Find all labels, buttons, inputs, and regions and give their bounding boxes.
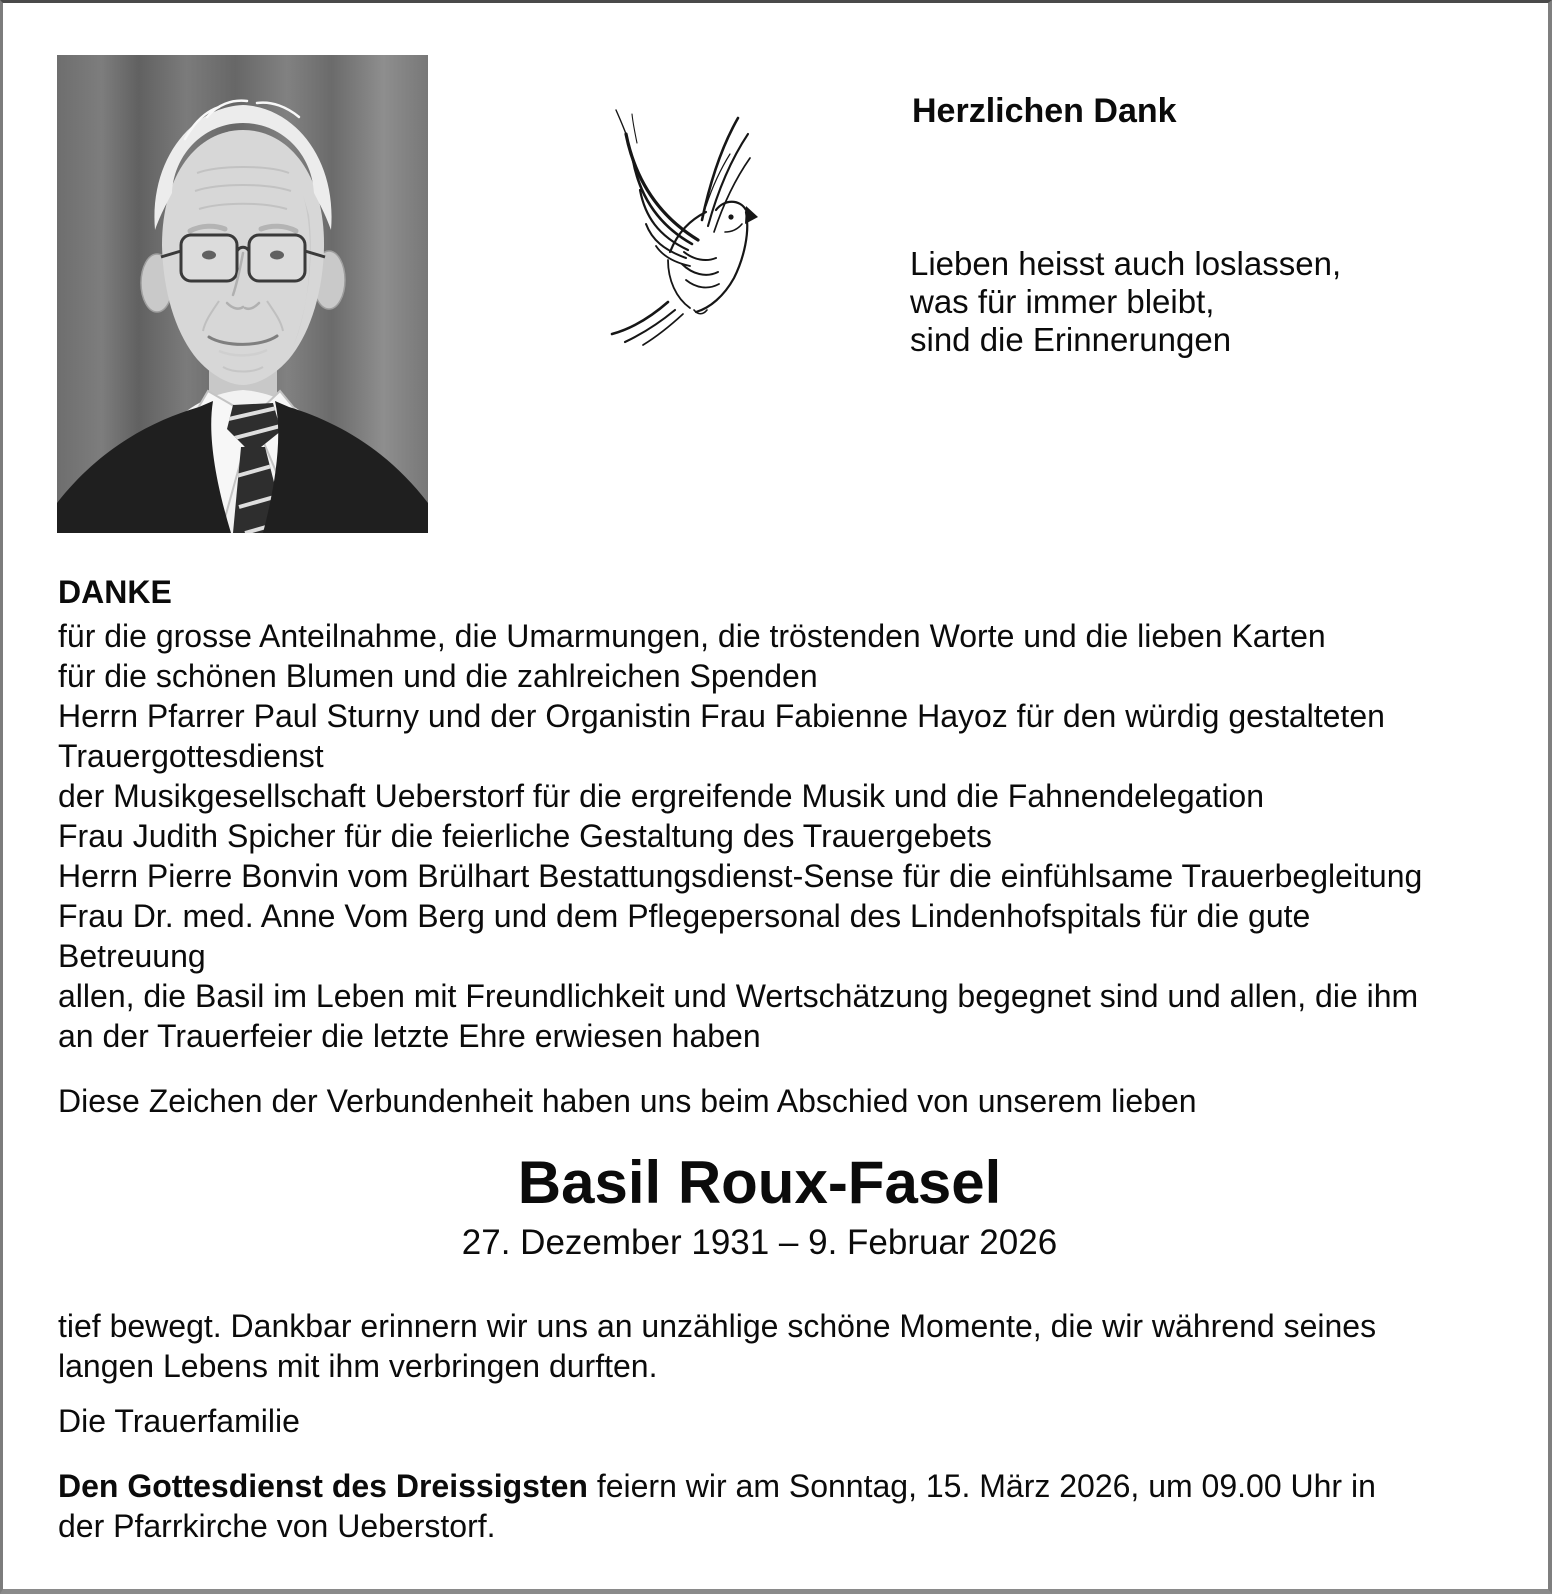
text-line: der Musikgesellschaft Ueberstorf für die ergreifende Musik und die Fahnendelegation bbox=[58, 778, 1265, 814]
text-line: was für immer bleibt, bbox=[910, 283, 1215, 320]
text-line: Herrn Pfarrer Paul Sturny und der Organistin Frau Fabienne Hayoz für den würdig gestalteten bbox=[58, 698, 1385, 734]
life-dates: 27. Dezember 1931 – 9. Februar 2026 bbox=[461, 1223, 1058, 1262]
text-line: sind die Erinnerungen bbox=[910, 321, 1232, 358]
text-line: langen Lebens mit ihm verbringen durften. bbox=[58, 1348, 658, 1384]
service-rest-text: feiern wir am Sonntag, 15. März 2026, um 09.00 Uhr in bbox=[587, 1468, 1376, 1504]
memorial-poem bbox=[910, 245, 1341, 359]
family-signature: Die Trauerfamilie bbox=[58, 1403, 300, 1439]
text-line: Betreuung bbox=[58, 938, 206, 974]
text-line: tief bewegt. Dankbar erinnern wir uns an unzählige schöne Momente, die wir während seines bbox=[58, 1308, 1377, 1344]
thanks-list bbox=[58, 616, 1422, 1056]
text-line: Trauergottesdienst bbox=[58, 738, 324, 774]
text-line: allen, die Basil im Leben mit Freundlichkeit und Wertschätzung begegnet sind und allen, die ihm bbox=[58, 978, 1419, 1014]
closing-paragraph bbox=[58, 1306, 1376, 1386]
elderly-man-portrait-image bbox=[57, 55, 428, 533]
text-line: Frau Judith Spicher für die feierliche Gestaltung des Trauergebets bbox=[58, 818, 992, 854]
service-line-1 bbox=[58, 1466, 1376, 1506]
text-line: an der Trauerfeier die letzte Ehre erwiesen haben bbox=[58, 1018, 761, 1054]
service-line-2: der Pfarrkirche von Ueberstorf. bbox=[58, 1508, 496, 1544]
danke-heading: DANKE bbox=[58, 574, 172, 610]
service-announcement bbox=[58, 1466, 1376, 1546]
intro-line: Diese Zeichen der Verbundenheit haben uns beim Abschied von unserem lieben bbox=[58, 1083, 1197, 1119]
deceased-name: Basil Roux-Fasel bbox=[517, 1149, 1002, 1216]
text-line: für die schönen Blumen und die zahlreichen Spenden bbox=[58, 658, 818, 694]
text-line: Herrn Pierre Bonvin vom Brülhart Bestattungsdienst-Sense für die einfühlsame Trauerbegleitung bbox=[58, 858, 1423, 894]
text-line: für die grosse Anteilnahme, die Umarmungen, die tröstenden Worte und die lieben Karten bbox=[58, 618, 1326, 654]
service-bold-text: Den Gottesdienst des Dreissigsten bbox=[58, 1468, 588, 1504]
dove-icon bbox=[598, 101, 758, 353]
portrait-photo bbox=[57, 55, 428, 533]
flying-dove-illustration bbox=[598, 101, 758, 353]
text-line: Lieben heisst auch loslassen, bbox=[910, 245, 1342, 282]
text-line: Frau Dr. med. Anne Vom Berg und dem Pflegepersonal des Lindenhofspitals für die gute bbox=[58, 898, 1311, 934]
card-title: Herzlichen Dank bbox=[912, 92, 1177, 130]
